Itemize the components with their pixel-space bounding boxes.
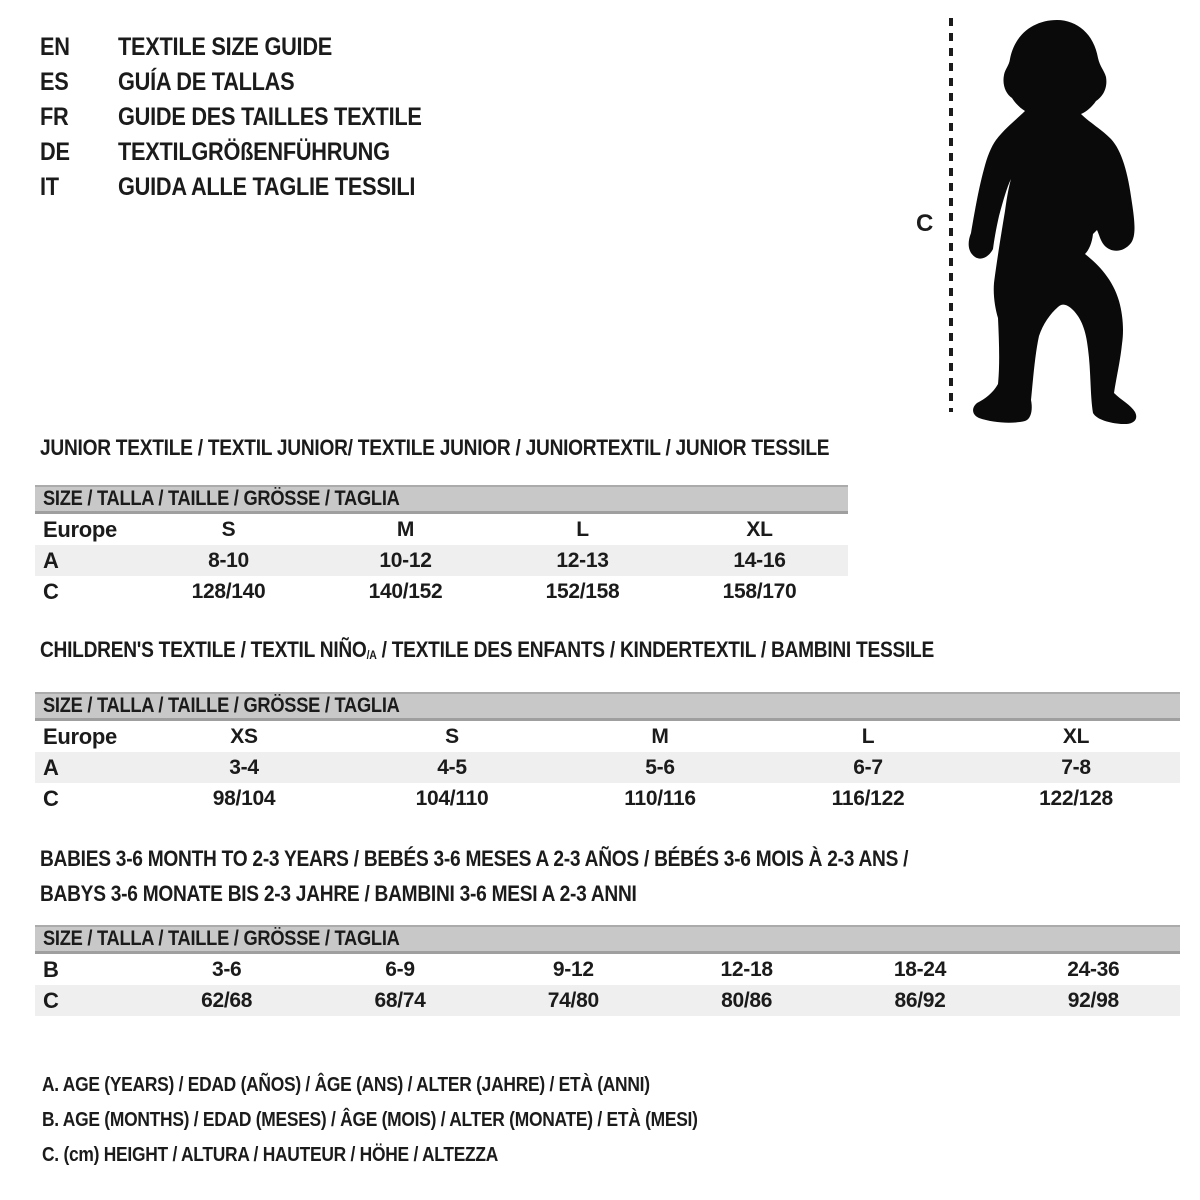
age-value: 4-5	[348, 752, 556, 783]
children-section-title-text: CHILDREN'S TEXTILE / TEXTIL $NIÑO_{/A}$ / TEXTILE DES ENFANTS / KINDERTEXTIL / BAMBINI TESSILE	[40, 637, 934, 662]
children-section-title	[40, 638, 1068, 665]
age-value: 8-10	[140, 545, 317, 576]
height-value: 128/140	[191, 579, 266, 603]
row-label: Europe	[43, 516, 117, 542]
toddler-figure-svg	[900, 12, 1145, 424]
table-row	[35, 985, 1180, 1016]
age-value: 24-36	[1067, 957, 1120, 981]
size-value: M	[651, 724, 669, 748]
height-value: 104/110	[415, 786, 489, 810]
size-value: XL	[746, 517, 773, 541]
toddler-silhouette-icon	[969, 20, 1137, 424]
height-value: 98/104	[212, 786, 276, 810]
row-label: C	[43, 785, 59, 811]
table-row	[35, 576, 848, 607]
language-label: TEXTILGRÖßENFÜHRUNG	[118, 138, 390, 166]
language-list	[40, 30, 467, 205]
table-header-row	[35, 926, 1180, 953]
size-header-text: SIZE / TALLA / TAILLE / GRÖSSE / TAGLIA	[43, 694, 400, 717]
height-value: 152/158	[545, 579, 620, 603]
height-value: 80/86	[660, 985, 833, 1016]
babies-section-title-line2: BABYS 3-6 MONATE BIS 2-3 JAHRE / BAMBINI 3-6 MESI A 2-3 ANNI	[40, 881, 637, 906]
height-value: 116/122	[831, 786, 905, 810]
children-size-table	[35, 692, 1180, 814]
age-value: 5-6	[556, 752, 764, 783]
age-value: 6-9	[385, 957, 415, 981]
age-value: 3-4	[140, 752, 348, 783]
age-value: 3-6	[211, 957, 242, 981]
legend-line-a: A. AGE (YEARS) / EDAD (AÑOS) / ÂGE (ANS) / ALTER (JAHRE) / ETÀ (ANNI)	[42, 1074, 650, 1096]
height-value: 68/74	[313, 985, 486, 1016]
height-measure-label: C	[916, 210, 934, 237]
language-row	[40, 170, 467, 205]
age-value: 12-13	[494, 545, 671, 576]
table-row	[35, 752, 1180, 783]
height-value: 122/128	[1039, 786, 1113, 810]
height-value: 92/98	[1007, 985, 1180, 1016]
height-value: 74/80	[487, 985, 660, 1016]
size-value: XL	[1062, 724, 1090, 748]
row-label: C	[43, 578, 59, 604]
table-row	[35, 783, 1180, 814]
row-label: C	[35, 985, 140, 1016]
size-value: L	[576, 517, 589, 541]
height-value: 158/170	[722, 579, 797, 603]
row-label: B	[43, 956, 59, 982]
language-row	[40, 65, 467, 100]
legend-line-b: B. AGE (MONTHS) / EDAD (MESES) / ÂGE (MOIS) / ALTER (MONATE) / ETÀ (MESI)	[42, 1109, 698, 1131]
row-label: A	[35, 545, 140, 576]
table-row	[35, 513, 848, 546]
babies-section-title	[40, 841, 1038, 911]
junior-size-table	[35, 485, 848, 607]
table-header-row	[35, 486, 848, 513]
height-value: 140/152	[368, 579, 443, 603]
age-value: 9-12	[552, 957, 594, 981]
age-value: 14-16	[671, 545, 848, 576]
legend-line-c: C. (cm) HEIGHT / ALTURA / HAUTEUR / HÖHE / ALTEZZA	[42, 1144, 499, 1166]
language-label: GUÍA DE TALLAS	[118, 68, 295, 96]
table-row	[35, 953, 1180, 986]
table-row	[35, 720, 1180, 753]
row-label: Europe	[43, 723, 117, 749]
height-value: 110/116	[624, 786, 696, 810]
language-label: TEXTILE SIZE GUIDE	[118, 33, 333, 61]
junior-section-title	[40, 436, 947, 460]
size-value: L	[861, 724, 875, 748]
legend	[42, 1068, 796, 1173]
junior-section-title-text: JUNIOR TEXTILE / TEXTIL JUNIOR/ TEXTILE JUNIOR / JUNIORTEXTIL / JUNIOR TESSILE	[40, 435, 830, 460]
age-value: 7-8	[972, 752, 1180, 783]
size-value: S	[445, 724, 459, 748]
size-header-bar	[35, 486, 848, 513]
language-row	[40, 135, 467, 170]
language-code: ES	[40, 68, 69, 96]
age-value: 6-7	[764, 752, 972, 783]
language-code: FR	[40, 103, 69, 131]
language-label: GUIDE DES TAILLES TEXTILE	[118, 103, 422, 131]
language-row	[40, 30, 467, 65]
size-value: M	[396, 517, 415, 541]
language-code: IT	[40, 173, 59, 201]
babies-size-table	[35, 925, 1180, 1016]
table-row	[35, 545, 848, 576]
babies-section-title-line1: BABIES 3-6 MONTH TO 2-3 YEARS / BEBÉS 3-6 MESES A 2-3 AÑOS / BÉBÉS 3-6 MOIS À 2-3 ANS /	[40, 846, 909, 871]
age-value: 12-18	[720, 957, 773, 981]
size-value: XS	[230, 724, 258, 748]
size-value: S	[221, 517, 236, 541]
size-header-text: SIZE / TALLA / TAILLE / GRÖSSE / TAGLIA	[43, 927, 400, 950]
height-value: 62/68	[140, 985, 313, 1016]
age-value: 18-24	[893, 957, 947, 981]
language-code: EN	[40, 33, 70, 61]
age-value: 10-12	[317, 545, 494, 576]
language-row	[40, 100, 467, 135]
height-figure	[900, 12, 1145, 424]
height-value: 86/92	[833, 985, 1006, 1016]
language-code: DE	[40, 138, 70, 166]
language-label: GUIDA ALLE TAGLIE TESSILI	[118, 173, 416, 201]
table-header-row	[35, 693, 1180, 720]
size-header-text: SIZE / TALLA / TAILLE / GRÖSSE / TAGLIA	[43, 487, 400, 510]
row-label: A	[35, 752, 140, 783]
size-header-bar	[35, 693, 1180, 720]
size-header-bar	[35, 926, 1180, 953]
